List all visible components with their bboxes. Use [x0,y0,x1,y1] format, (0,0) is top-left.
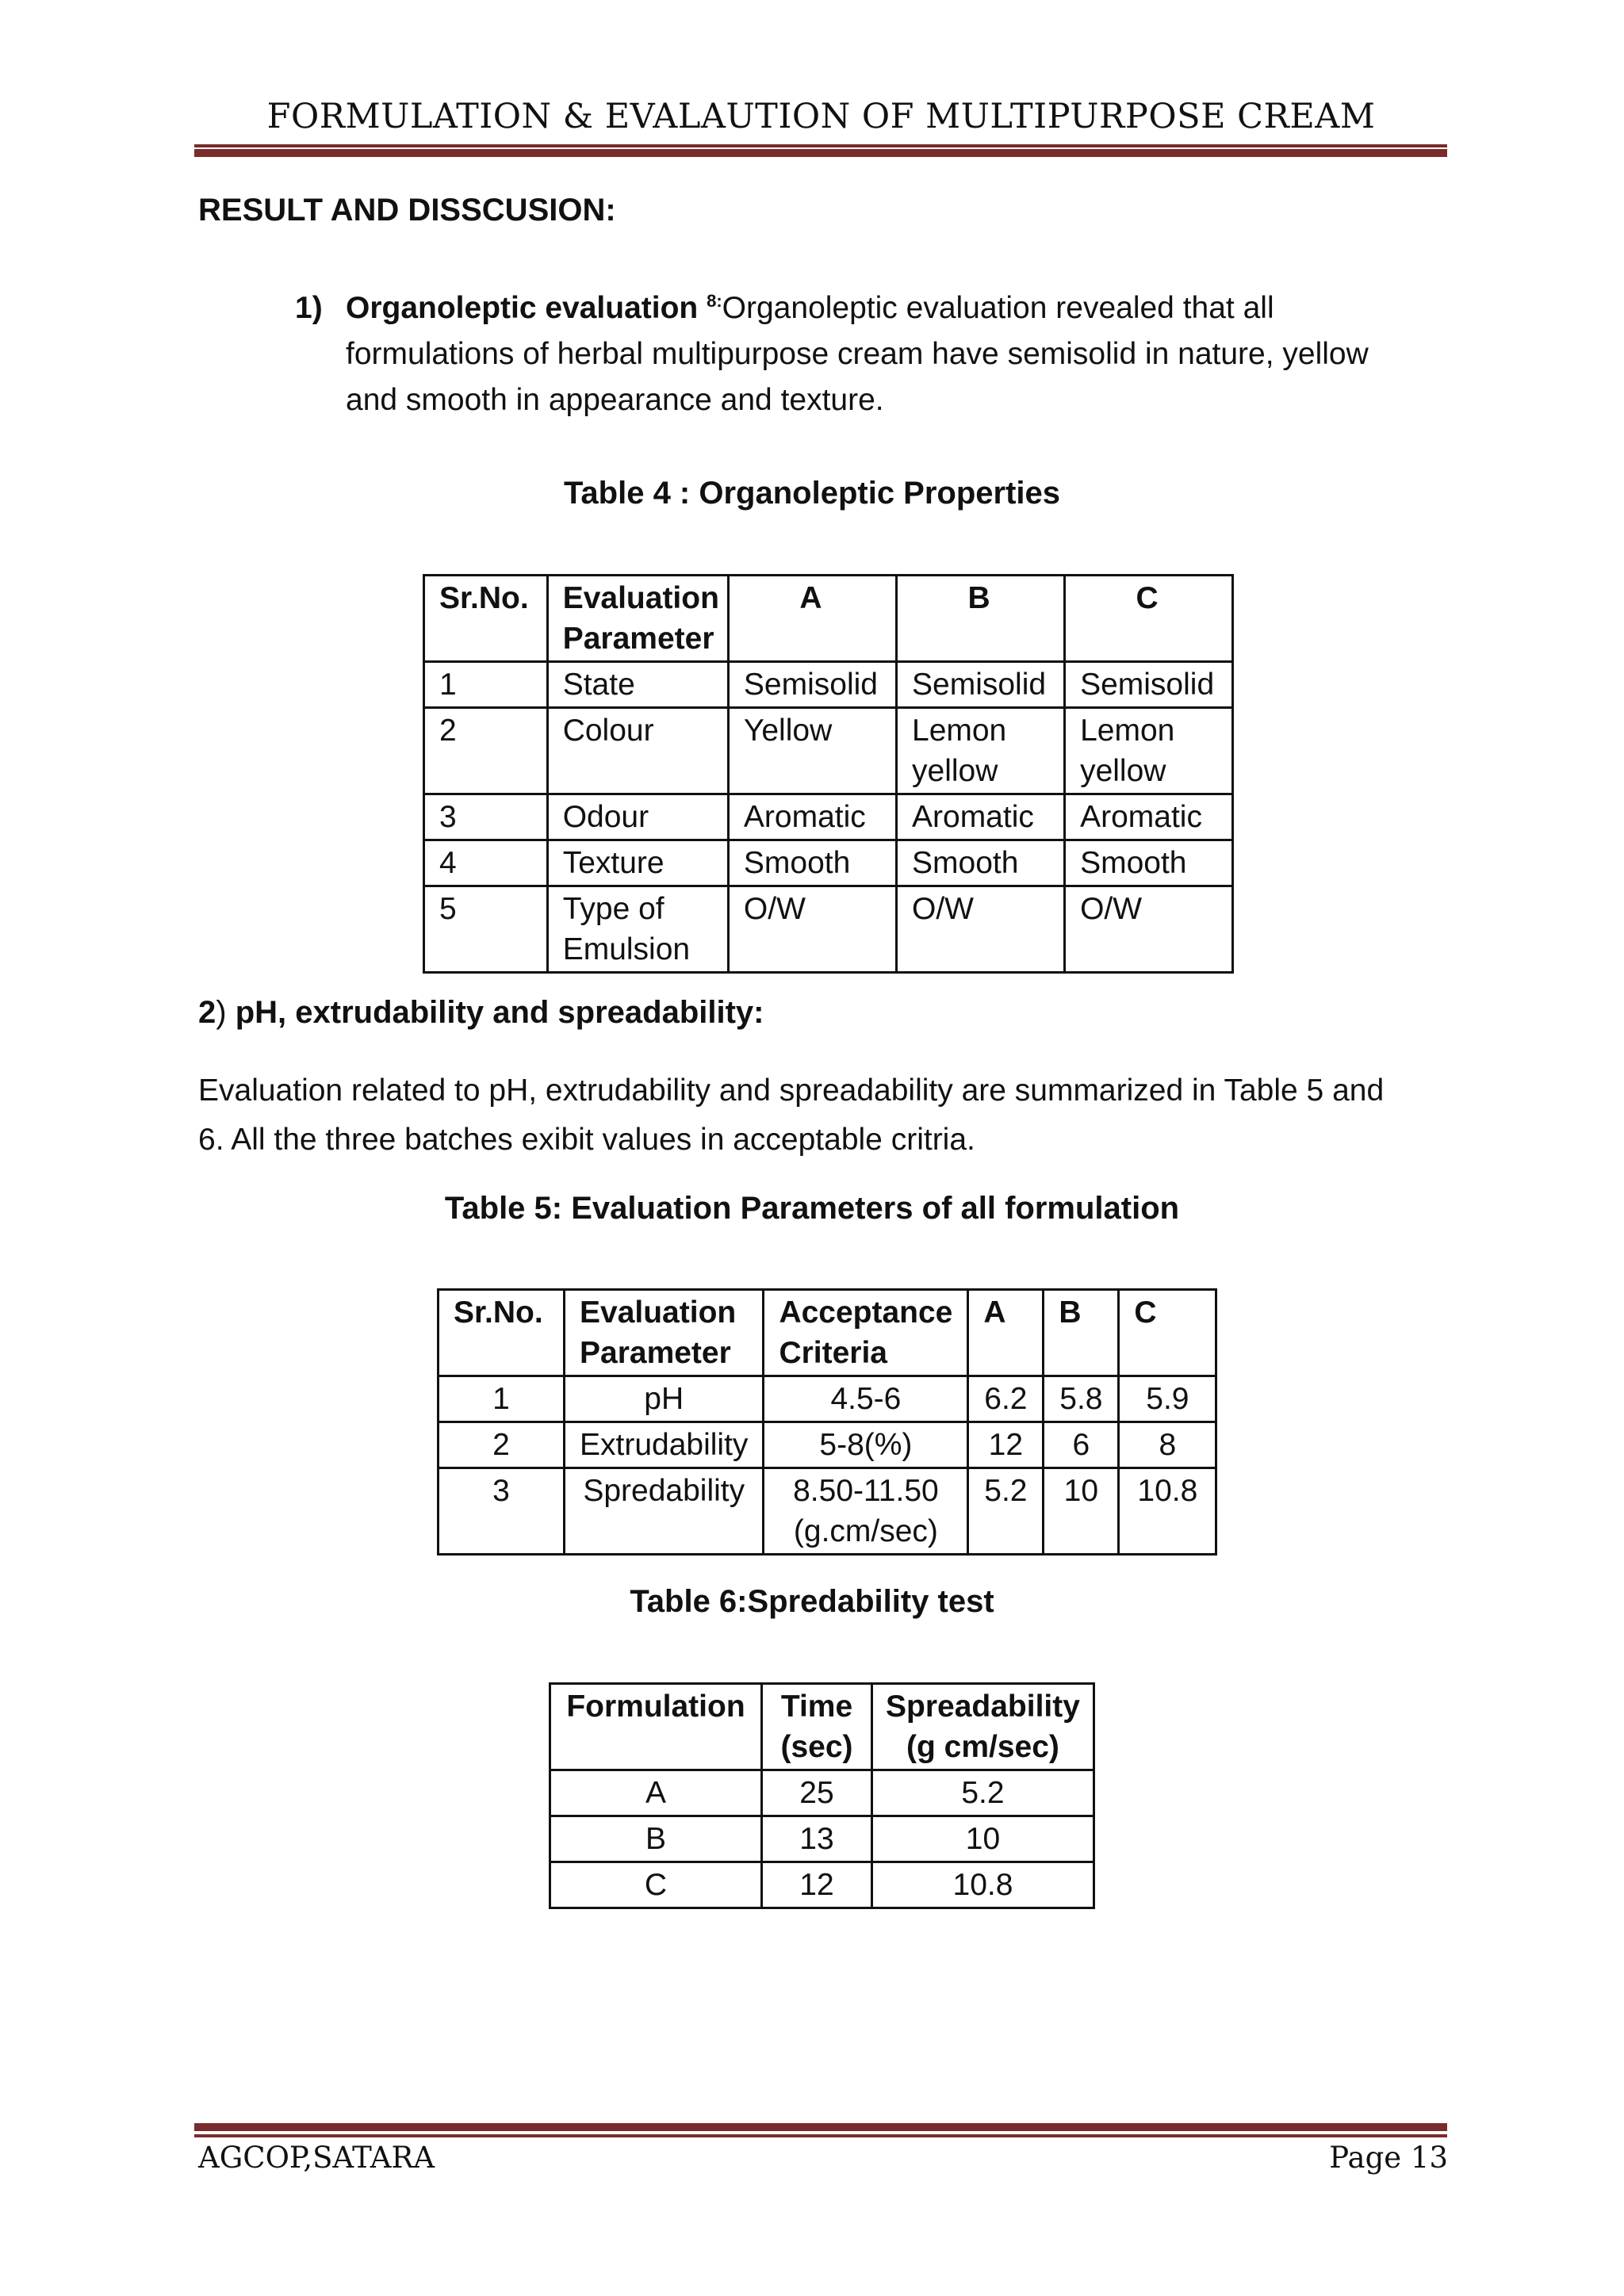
table-cell: Texture [547,840,728,886]
table-header-cell: B [1044,1290,1119,1376]
table-cell: O/W [897,886,1065,973]
table-cell: Lemon yellow [897,708,1065,794]
table-cell: Smooth [1065,840,1233,886]
organoleptic-paragraph [295,285,1421,423]
table-header-cell: Evaluation Parameter [547,576,728,662]
footer-institution: AGCOP,SATARA [198,2141,435,2175]
table6-caption: Table 6:Spredability test [630,1584,994,1619]
table-cell: B [550,1816,762,1862]
table-cell: Extrudability [565,1422,764,1468]
organoleptic-table [423,574,1234,974]
table-cell: 8.50-11.50 (g.cm/sec) [764,1468,968,1555]
table-cell: A [550,1770,762,1816]
table-header-row [550,1684,1094,1770]
table-row [550,1770,1094,1816]
table-cell: 5 [424,886,548,973]
sub-heading [198,995,764,1031]
table-header-cell: C [1065,576,1233,662]
table-cell: Colour [547,708,728,794]
header-rule-thin [194,144,1447,147]
item-title: Organoleptic evaluation [346,291,699,325]
table-cell: Semisolid [1065,662,1233,708]
table-row [424,794,1233,840]
table-cell: 2 [439,1422,565,1468]
table-cell: Spredability [565,1468,764,1555]
table-cell: pH [565,1376,764,1422]
table-header-cell: B [897,576,1065,662]
table-cell: 6 [1044,1422,1119,1468]
item-body [346,285,1421,423]
page-number: Page 13 [1329,2141,1448,2175]
table-cell: 13 [762,1816,872,1862]
table-cell: 4.5-6 [764,1376,968,1422]
table-header-cell: A [968,1290,1044,1376]
table-row [439,1376,1216,1422]
table-cell: 5.9 [1119,1376,1216,1422]
table-header-cell: Evaluation Parameter [565,1290,764,1376]
table-cell: Smooth [728,840,896,886]
table-cell: Yellow [728,708,896,794]
sub-heading-number: 2 [198,995,216,1030]
table-cell: 4 [424,840,548,886]
table-row [550,1816,1094,1862]
reference-marker: 8: [707,291,722,311]
item-text: Organoleptic evaluation revealed that all formulations of herbal multipurpose cream have semisolid in nature, yellow and smooth in appearance and texture. [346,291,1369,417]
sub-heading-paren: ) [216,995,227,1030]
table-header-cell: Spreadability (g cm/sec) [872,1684,1094,1770]
table-header-cell: Time (sec) [762,1684,872,1770]
table-cell: Smooth [897,840,1065,886]
table-header-cell: A [728,576,896,662]
table-cell: 3 [424,794,548,840]
evaluation-parameters-table [437,1288,1217,1556]
table-cell: 5.2 [968,1468,1044,1555]
table-cell: 10.8 [1119,1468,1216,1555]
table-cell: 1 [439,1376,565,1422]
table-row [439,1422,1216,1468]
table-row [424,662,1233,708]
table-cell: 10 [1044,1468,1119,1555]
table-cell: 12 [762,1862,872,1908]
header-rule-thick [194,149,1447,157]
table-cell: State [547,662,728,708]
table-header-row [424,576,1233,662]
section-heading: RESULT AND DISSCUSION: [198,193,616,228]
table-cell: 2 [424,708,548,794]
table-row [439,1468,1216,1555]
sub-heading-title: pH, extrudability and spreadability: [235,995,764,1030]
item-number: 1) [295,291,323,325]
table-cell: 1 [424,662,548,708]
footer-rule-thin [194,2134,1447,2137]
table-cell: 10 [872,1816,1094,1862]
table-cell: 25 [762,1770,872,1816]
table-cell: 10.8 [872,1862,1094,1908]
footer-rule-thick [194,2123,1447,2131]
table-header-cell: Acceptance Criteria [764,1290,968,1376]
page-header-title: FORMULATION & EVALAUTION OF MULTIPURPOSE CREAM [266,97,1376,136]
table-cell: C [550,1862,762,1908]
table-cell: O/W [728,886,896,973]
table-cell: Semisolid [728,662,896,708]
table-cell: Semisolid [897,662,1065,708]
table-row [424,708,1233,794]
table-cell: Odour [547,794,728,840]
table-cell: 5.2 [872,1770,1094,1816]
table-cell: Aromatic [728,794,896,840]
table-cell: Lemon yellow [1065,708,1233,794]
table-header-cell: Sr.No. [424,576,548,662]
table-cell: 6.2 [968,1376,1044,1422]
table-row [424,886,1233,973]
evaluation-paragraph: Evaluation related to pH, extrudability and spreadability are summarized in Table 5 and 6. All the three batches exibit values in acceptable critria. [198,1073,1385,1157]
table-row [550,1862,1094,1908]
table-cell: 5.8 [1044,1376,1119,1422]
table-cell: 12 [968,1422,1044,1468]
table-row [424,840,1233,886]
table-cell: O/W [1065,886,1233,973]
table-cell: 5-8(%) [764,1422,968,1468]
table-cell: Type of Emulsion [547,886,728,973]
table-cell: Aromatic [897,794,1065,840]
table4-caption: Table 4 : Organoleptic Properties [563,476,1061,511]
table-cell: Aromatic [1065,794,1233,840]
table-cell: 3 [439,1468,565,1555]
spreadability-table [549,1682,1095,1909]
table-header-cell: Formulation [550,1684,762,1770]
table-header-cell: C [1119,1290,1216,1376]
table-header-row [439,1290,1216,1376]
table5-caption: Table 5: Evaluation Parameters of all formulation [444,1191,1180,1226]
table-cell: 8 [1119,1422,1216,1468]
table-header-cell: Sr.No. [439,1290,565,1376]
